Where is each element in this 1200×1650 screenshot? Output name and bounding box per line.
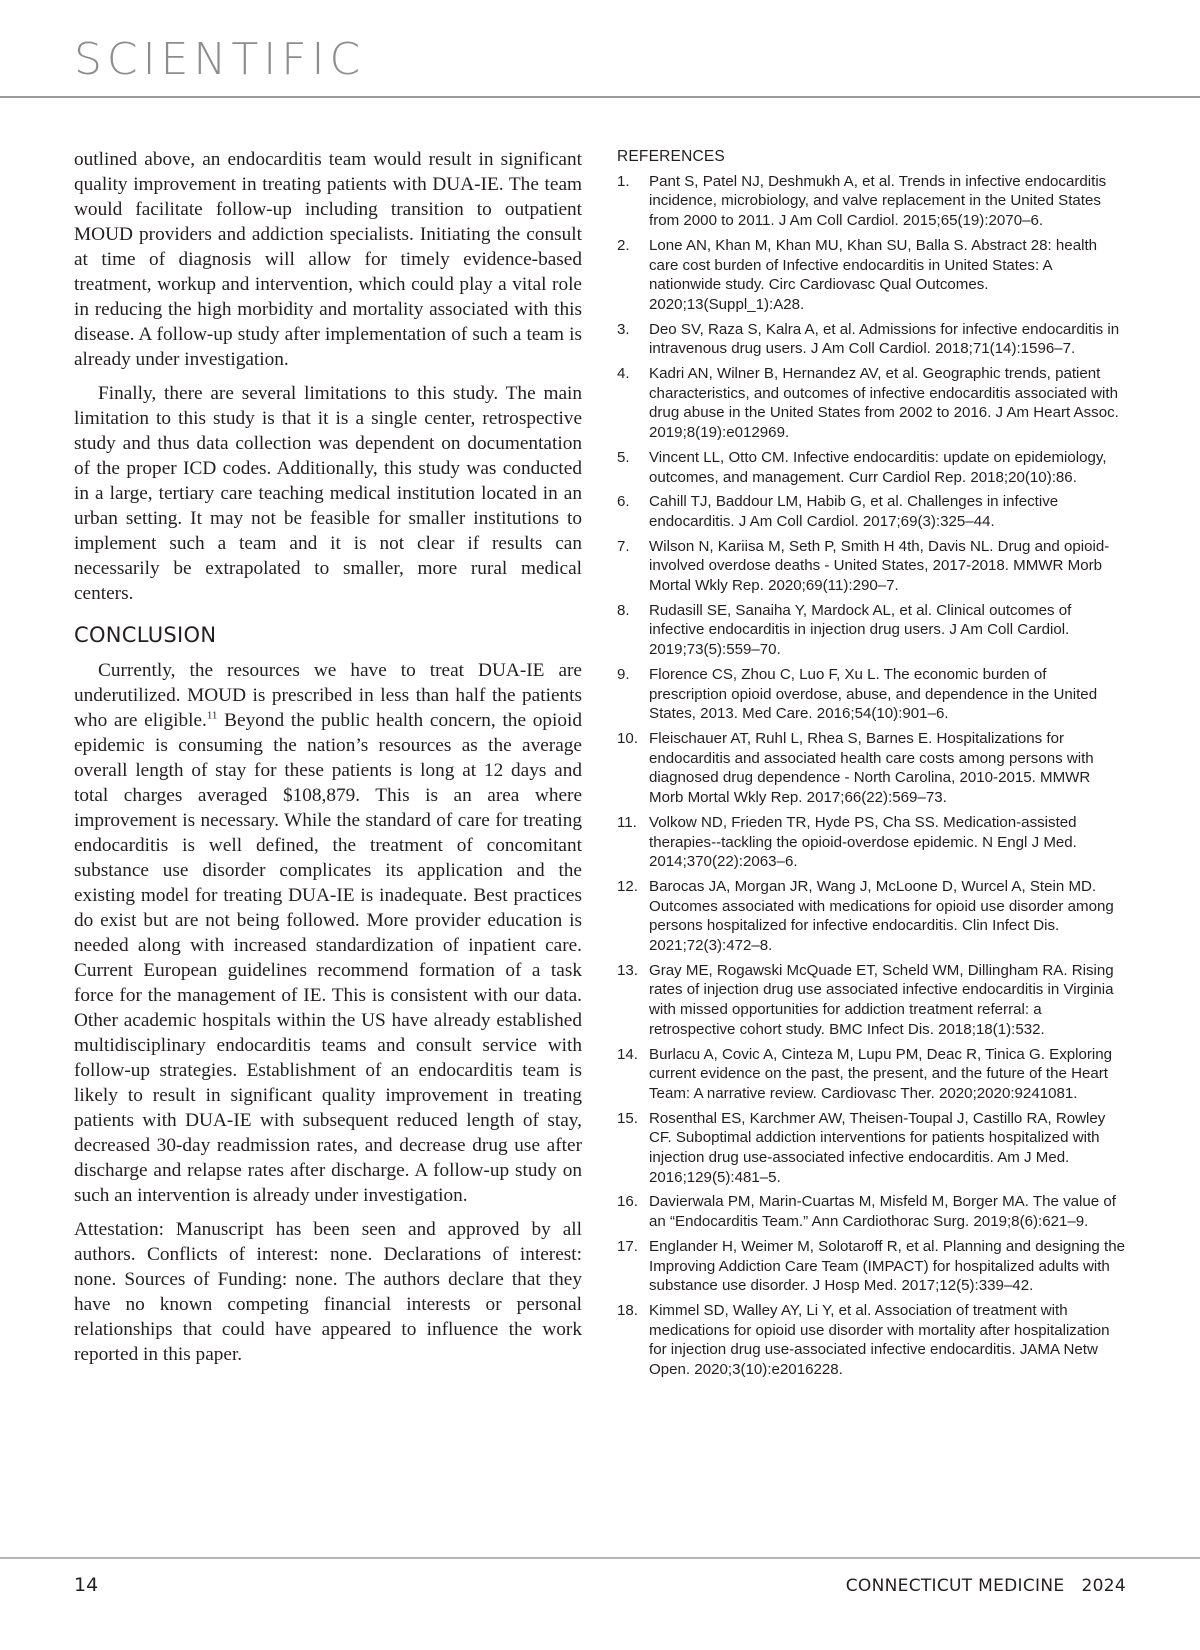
reference-text: Florence CS, Zhou C, Luo F, Xu L. The economic burden of prescription opioid overdose, abuse, and dependence in the United States, 2013. Med Care. 2016;54(10):901–6.: [649, 665, 1098, 723]
reference-number: 5.: [617, 448, 630, 466]
reference-item: [617, 1109, 1127, 1188]
reference-number: 12.: [617, 877, 638, 895]
journal-name: CONNECTICUT MEDICINE 2024: [845, 1576, 1126, 1596]
attestation-paragraph: Attestation: Manuscript has been seen and approved by all authors. Conflicts of interest: none. Declarations of interest: none. Sources of Funding: none. The authors declare that they have no known competing financial interests or personal relationships that could have appeared to influence the work reported in this paper.: [74, 1219, 582, 1365]
reference-text: Fleischauer AT, Ruhl L, Rhea S, Barnes E. Hospitalizations for endocarditis and associated health care costs among persons with diagnosed drug dependence - North Carolina, 2010-2015. MMWR Morb Mortal Wkly Rep. 2017;66(22):569–73.: [649, 729, 1094, 807]
reference-text: Kimmel SD, Walley AY, Li Y, et al. Association of treatment with medications for opioid use disorder with mortality after hospitalization for injection drug use-associated infective endocarditis. JAMA Netw Open. 2020;3(10):e2016228.: [649, 1301, 1110, 1379]
body-paragraph-1: outlined above, an endocarditis team would result in significant quality improvement in treating patients with DUA-IE. The team would facilitate follow-up including transition to outpatient MOUD providers and addiction specialists. Initiating the consult at time of diagnosis will allow for timely evidence-based treatment, workup and intervention, which could play a vital role in reducing the high morbidity and mortality associated with this disease. A follow-up study after implementation of such a team is already under investigation.: [74, 149, 582, 370]
reference-text: Cahill TJ, Baddour LM, Habib G, et al. Challenges in infective endocarditis. J Am Coll Cardiol. 2017;69(3):325–44.: [649, 493, 1059, 530]
reference-item: [617, 1045, 1127, 1104]
references-heading: REFERENCES: [617, 148, 725, 165]
conclusion-text-a: Currently, the resources we have to treat DUA-IE are underutilized. MOUD is prescribed in less than half the patients who are eligible.: [74, 660, 582, 731]
reference-number: 6.: [617, 493, 630, 511]
reference-text: Wilson N, Kariisa M, Seth P, Smith H 4th, Davis NL. Drug and opioid-involved overdose deaths - United States, 2017-2018. MMWR Morb Mortal Wkly Rep. 2020;69(11):290–7.: [649, 537, 1110, 595]
reference-number: 7.: [617, 537, 630, 555]
reference-item: [617, 236, 1127, 315]
reference-number: 13.: [617, 961, 638, 979]
reference-item: [617, 729, 1127, 808]
body-column-left: [74, 147, 582, 1367]
reference-number: 1.: [617, 172, 630, 190]
reference-text: Gray ME, Rogawski McQuade ET, Scheld WM, Dillingham RA. Rising rates of injection drug use associated infective endocarditis in Virginia with missed opportunities for addiction treatment referral: a retrospective cohort study. BMC Infect Dis. 2018;18(1):532.: [649, 961, 1114, 1038]
citation-superscript: 11: [206, 709, 218, 722]
footer-rule: [0, 1557, 1200, 1559]
reference-number: 15.: [617, 1109, 638, 1127]
conclusion-heading: CONCLUSION: [74, 623, 217, 647]
reference-item: [617, 1192, 1127, 1231]
section-header: SCIENTIFIC: [74, 34, 366, 85]
body-paragraph-conclusion: [74, 658, 582, 1208]
reference-number: 17.: [617, 1237, 638, 1255]
reference-number: 18.: [617, 1301, 638, 1319]
reference-text: Rosenthal ES, Karchmer AW, Theisen-Toupal J, Castillo RA, Rowley CF. Suboptimal addiction interventions for patients hospitalized with injection drug use-associated infective endocarditis. Am J Med. 2016;129(5):481–5.: [649, 1109, 1106, 1186]
reference-text: Rudasill SE, Sanaiha Y, Mardock AL, et al. Clinical outcomes of infective endocarditis in injection drug users. J Am Coll Cardiol. 2019;73(5):559–70.: [649, 601, 1072, 659]
reference-item: [617, 537, 1127, 596]
reference-text: Pant S, Patel NJ, Deshmukh A, et al. Trends in infective endocarditis incidence, microbiology, and valve replacement in the United States from 2000 to 2011. J Am Coll Cardiol. 2015;65(19):2070–6.: [649, 172, 1107, 230]
reference-item: [617, 172, 1127, 231]
reference-number: 9.: [617, 665, 630, 683]
references-list: [617, 172, 1127, 1380]
reference-number: 3.: [617, 320, 630, 338]
reference-text: Vincent LL, Otto CM. Infective endocarditis: update on epidemiology, outcomes, and management. Curr Cardiol Rep. 2018;20(10):86.: [649, 448, 1107, 486]
reference-item: [617, 364, 1127, 443]
reference-item: [617, 1301, 1127, 1380]
reference-item: [617, 448, 1127, 487]
reference-item: [617, 1237, 1127, 1296]
reference-number: 2.: [617, 236, 630, 254]
reference-item: [617, 665, 1127, 724]
reference-item: [617, 492, 1127, 531]
reference-number: 11.: [617, 813, 637, 831]
reference-item: [617, 877, 1127, 956]
reference-number: 8.: [617, 601, 630, 619]
reference-item: [617, 961, 1127, 1040]
reference-number: 10.: [617, 729, 638, 747]
reference-text: Lone AN, Khan M, Khan MU, Khan SU, Balla S. Abstract 28: health care cost burden of Infective endocarditis in United States: A nationwide study. Circ Cardiovasc Qual Outcomes. 2020;13(Suppl_1):A28.: [649, 236, 1098, 313]
page-number: 14: [74, 1574, 99, 1596]
reference-text: Deo SV, Raza S, Kalra A, et al. Admissions for infective endocarditis in intravenous drug users. J Am Coll Cardiol. 2018;71(14):1596–7.: [649, 320, 1120, 358]
conclusion-text-b: Beyond the public health concern, the opioid epidemic is consuming the nation’s resources as the average overall length of stay for these patients is long at 12 days and total charges averaged $108,879. This is an area where improvement is necessary. While the standard of care for treating endocarditis is well defined, the treatment of concomitant substance use disorder complicates its application and the existing model for treating DUA-IE is inadequate. Best practices do exist but are not being followed. More provider education is needed along with increased standardization of inpatient care. Current European guidelines recommend formation of a task force for the management of IE. This is consistent with our data. Other academic hospitals within the US have already established multidisciplinary endocarditis teams and consult service with follow-up strategies. Establishment of an endocarditis team is likely to result in significant quality improvement in treating patients with DUA-IE with subsequent reduced length of stay, decreased 30-day readmission rates, and decrease drug use after discharge and relapse rates after discharge. A follow-up study on such an intervention is already under investigation.: [74, 710, 582, 1206]
reference-number: 16.: [617, 1193, 638, 1211]
body-paragraph-limitations: Finally, there are several limitations to this study. The main limitation to this study is that it is a single center, retrospective study and thus data collection was dependent on documentation of the proper ICD codes. Additionally, this study was conducted in a large, tertiary care teaching medical institution located in an urban setting. It may not be feasible for smaller institutions to implement such a team and it is not clear if results can necessarily be extrapolated to smaller, more rural medical centers.: [74, 383, 582, 604]
references-column: [617, 147, 1127, 1385]
reference-text: Burlacu A, Covic A, Cinteza M, Lupu PM, Deac R, Tinica G. Exploring current evidence on the past, the present, and the future of the Heart Team: A narrative review. Cardiovasc Ther. 2020;2020:9241081.: [649, 1045, 1113, 1102]
reference-text: Kadri AN, Wilner B, Hernandez AV, et al. Geographic trends, patient characteristics, and outcomes of infective endocarditis associated with drug abuse in the United States from 2002 to 2016. J Am Heart Assoc. 2019;8(19):e012969.: [649, 365, 1119, 442]
reference-item: [617, 813, 1127, 872]
reference-text: Volkow ND, Frieden TR, Hyde PS, Cha SS. Medication-assisted therapies--tackling the opioid-overdose epidemic. N Engl J Med. 2014;370(22):2063–6.: [649, 813, 1077, 871]
reference-text: Davierwala PM, Marin-Cuartas M, Misfeld M, Borger MA. The value of an “Endocarditis Team.” Ann Cardiothorac Surg. 2019;8(6):621–9.: [649, 1193, 1116, 1231]
header-rule: [0, 96, 1200, 98]
reference-item: [617, 320, 1127, 359]
reference-text: Barocas JA, Morgan JR, Wang J, McLoone D, Wurcel A, Stein MD. Outcomes associated with medications for opioid use disorder among persons hospitalized for infective endocarditis. Clin Infect Dis. 2021;72(3):472–8.: [649, 877, 1114, 955]
reference-text: Englander H, Weimer M, Solotaroff R, et al. Planning and designing the Improving Addiction Care Team (IMPACT) for hospitalized adults with substance use disorder. J Hosp Med. 2017;12(5):339–42.: [649, 1237, 1126, 1295]
reference-number: 4.: [617, 365, 630, 383]
reference-number: 14.: [617, 1045, 638, 1063]
reference-item: [617, 601, 1127, 660]
